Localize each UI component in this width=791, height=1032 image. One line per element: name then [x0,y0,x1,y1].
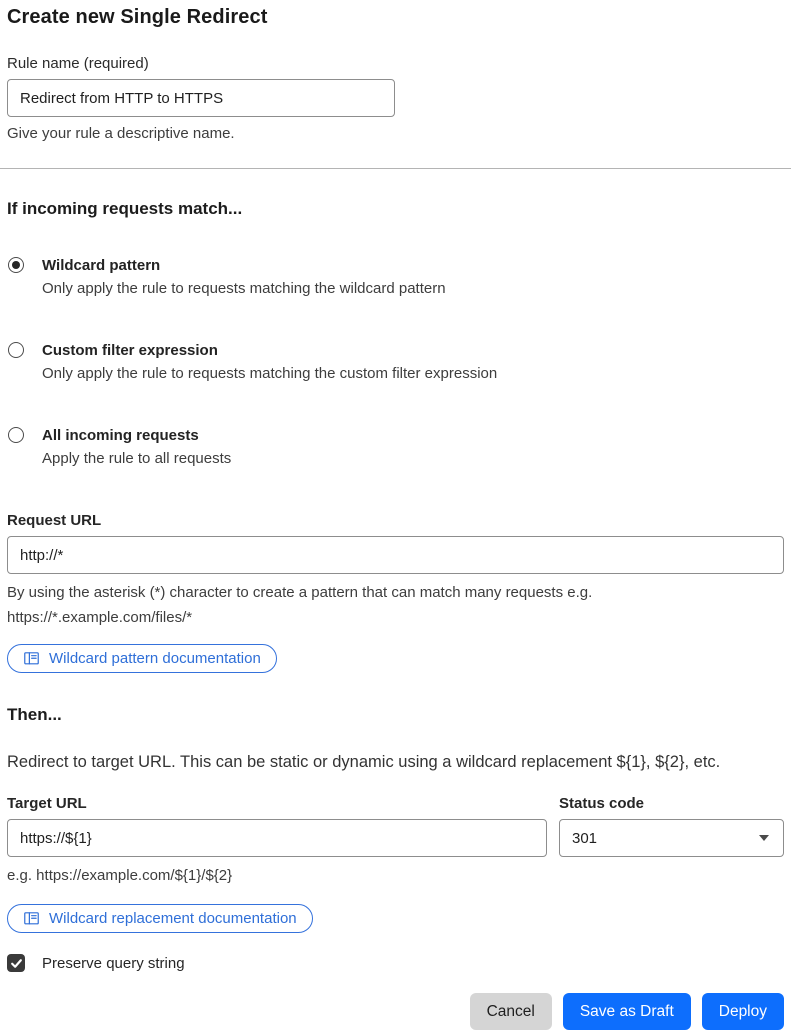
match-section-heading: If incoming requests match... [7,199,243,218]
radio-all-requests[interactable] [8,427,24,443]
radio-label-wildcard-pattern[interactable]: Wildcard pattern [42,257,161,274]
wildcard-pattern-doc-button[interactable] [7,644,277,673]
rule-name-helper: Give your rule a descriptive name. [7,125,235,142]
target-row [7,795,784,857]
page-title: Create new Single Redirect [7,6,268,28]
status-code-label: Status code [559,795,645,812]
status-code-group [559,795,784,857]
request-url-helper-line1: By using the asterisk (*) character to create a pattern that can match many requests e.g. [7,584,593,601]
target-url-input[interactable] [7,819,547,857]
target-url-group [7,795,547,857]
status-code-value: 301 [572,829,598,847]
target-url-label: Target URL [7,795,87,812]
wildcard-replacement-doc-button-label: Wildcard replacement documentation [49,910,297,927]
request-url-helper-line2: https://*.example.com/files/* [7,609,193,626]
radio-option-wildcard-pattern [7,255,784,300]
preserve-query-label[interactable]: Preserve query string [42,954,185,972]
open-book-icon [23,650,40,667]
radio-wildcard-pattern[interactable] [8,257,24,273]
cancel-button[interactable]: Cancel [470,993,552,1030]
request-url-helper [7,580,784,630]
preserve-query-row [7,954,784,972]
rule-name-label: Rule name (required) [7,55,149,72]
status-code-select[interactable] [559,819,784,857]
radio-label-all-requests[interactable]: All incoming requests [42,427,199,444]
triangle-down-icon [759,835,769,841]
radio-option-custom-filter [7,340,784,385]
section-divider [0,168,791,169]
radio-description-custom-filter: Only apply the rule to requests matching the custom filter expression [42,365,498,382]
request-url-label: Request URL [7,512,102,529]
radio-option-all-requests [7,425,784,470]
deploy-button[interactable]: Deploy [702,993,784,1030]
checkmark-icon [10,957,23,970]
radio-description-wildcard-pattern: Only apply the rule to requests matching the wildcard pattern [42,280,446,297]
radio-custom-filter[interactable] [8,342,24,358]
rule-name-input[interactable] [7,79,395,117]
target-url-helper: e.g. https://example.com/${1}/${2} [7,867,233,884]
then-section-heading: Then... [7,705,62,724]
wildcard-replacement-doc-button[interactable] [7,904,313,933]
then-section-description: Redirect to target URL. This can be static or dynamic using a wildcard replacement ${1}, ${2}, etc. [7,753,721,771]
radio-label-custom-filter[interactable]: Custom filter expression [42,342,218,359]
match-radio-group [7,255,784,470]
preserve-query-checkbox[interactable] [7,954,25,972]
open-book-icon [23,910,40,927]
request-url-input[interactable] [7,536,784,574]
footer-actions [7,993,784,1030]
save-as-draft-button[interactable]: Save as Draft [563,993,691,1030]
wildcard-pattern-doc-button-label: Wildcard pattern documentation [49,650,261,667]
radio-description-all-requests: Apply the rule to all requests [42,450,232,467]
